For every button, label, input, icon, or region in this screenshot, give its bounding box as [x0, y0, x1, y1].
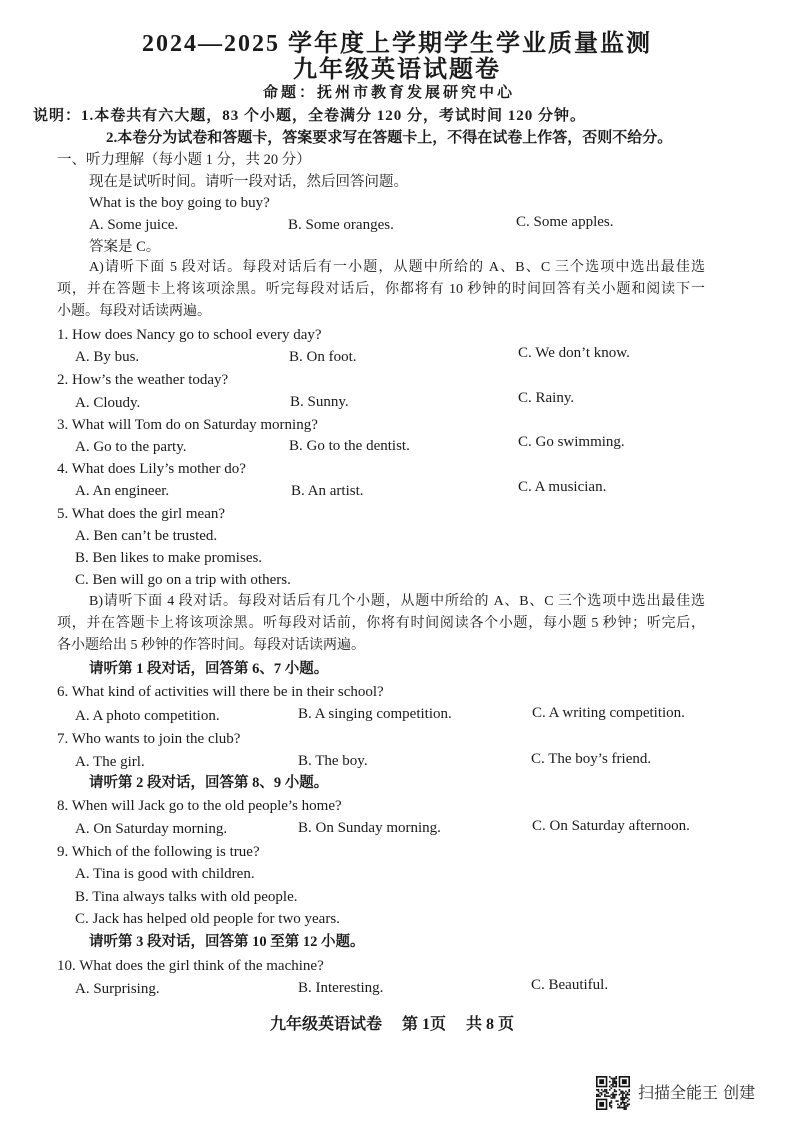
question-9-option-b: B. Tina always talks with old people. [75, 889, 298, 905]
question-2: 2. How’s the weather today? [57, 372, 229, 388]
sample-option-a: A. Some juice. [89, 217, 179, 233]
question-2-option-b: B. Sunny. [290, 394, 349, 410]
section-heading: 一、听力理解（每小题 1 分，共 20 分） [57, 152, 311, 168]
dialogue-prompt-1: 请听第 1 段对话，回答第 6、7 小题。 [89, 661, 329, 677]
question-2-option-a: A. Cloudy. [75, 395, 141, 411]
question-4: 4. What does Lily’s mother do? [57, 461, 246, 477]
page-total: 共 8 页 [466, 1016, 515, 1033]
question-1-option-b: B. On foot. [289, 349, 357, 365]
question-7-option-a: A. The girl. [75, 754, 145, 770]
question-3: 3. What will Tom do on Saturday morning? [57, 417, 318, 433]
sample-option-b: B. Some oranges. [288, 217, 394, 233]
part-b-directions-line-1: B)请听下面 4 段对话。每段对话后有几个小题，从题中所给的 A、B、C 三个选项中选出最佳选 [89, 594, 705, 609]
question-9: 9. Which of the following is true? [57, 844, 260, 860]
exam-subtitle: 九年级英语试题卷 [293, 57, 501, 83]
dialogue-prompt-3: 请听第 3 段对话，回答第 10 至第 12 小题。 [89, 934, 365, 950]
question-5-option-a: A. Ben can’t be trusted. [75, 528, 218, 544]
question-7: 7. Who wants to join the club? [57, 731, 241, 747]
page-number: 第 1页 [402, 1016, 447, 1033]
part-b-directions-line-2: 项，并在答题卡上将该项涂黑。听每段对话前，你将有时间阅读各个小题，每小题 5 秒钟；听完后， [57, 616, 705, 631]
question-10-option-a: A. Surprising. [75, 981, 160, 997]
question-8-option-a: A. On Saturday morning. [75, 821, 228, 837]
question-10-option-c: C. Beautiful. [531, 977, 609, 993]
exam-title: 2024—2025 学年度上学期学生学业质量监测 [142, 31, 652, 57]
question-5: 5. What does the girl mean? [57, 506, 226, 522]
question-6-option-c: C. A writing competition. [532, 705, 685, 721]
page-footer [270, 1015, 514, 1035]
question-5-option-b: B. Ben likes to make promises. [75, 550, 263, 566]
question-8-option-b: B. On Sunday morning. [298, 820, 441, 836]
part-a-directions-line-1: A)请听下面 5 段对话。每段对话后有一小题，从题中所给的 A、B、C 三个选项中选出最佳选 [89, 260, 705, 275]
question-3-option-a: A. Go to the party. [75, 439, 187, 455]
question-9-option-a: A. Tina is good with children. [75, 866, 255, 882]
question-9-option-c: C. Jack has helped old people for two years. [75, 911, 340, 927]
question-7-option-c: C. The boy’s friend. [531, 751, 652, 767]
part-b-directions-line-3: 各小题给出 5 秒钟的作答时间。每段对话读两遍。 [57, 638, 365, 653]
question-6: 6. What kind of activities will there be in their school? [57, 684, 384, 700]
sample-option-c: C. Some apples. [516, 214, 614, 230]
instructions-line-1: 说明：1.本卷共有六大题，83 个小题，全卷满分 120 分，考试时间 120 分钟。 [33, 108, 587, 124]
dialogue-prompt-2: 请听第 2 段对话，回答第 8、9 小题。 [89, 775, 329, 791]
sample-answer: 答案是 C。 [89, 239, 161, 255]
question-1-option-a: A. By bus. [75, 349, 140, 365]
question-5-option-c: C. Ben will go on a trip with others. [75, 572, 291, 588]
question-4-option-c: C. A musician. [518, 479, 607, 495]
question-10-option-b: B. Interesting. [298, 980, 384, 996]
sample-question: What is the boy going to buy? [89, 195, 270, 211]
question-4-option-b: B. An artist. [291, 483, 364, 499]
question-4-option-a: A. An engineer. [75, 483, 170, 499]
question-3-option-b: B. Go to the dentist. [289, 438, 410, 454]
question-8-option-c: C. On Saturday afternoon. [532, 818, 690, 834]
question-1-option-c: C. We don’t know. [518, 345, 630, 361]
qr-code-icon [596, 1076, 630, 1110]
footer-paper-name: 九年级英语试卷 [270, 1016, 383, 1033]
question-10: 10. What does the girl think of the machine? [57, 958, 324, 974]
sample-intro: 现在是试听时间。请听一段对话，然后回答问题。 [89, 174, 408, 190]
question-3-option-c: C. Go swimming. [518, 434, 625, 450]
part-a-directions-line-2: 项，并在答题卡上将该项涂黑。听完每段对话后，你都将有 10 秒钟的时间回答有关小题和阅读下一 [57, 282, 705, 297]
question-7-option-b: B. The boy. [298, 753, 368, 769]
instructions-line-2: 2.本卷分为试卷和答题卡，答案要求写在答题卡上，不得在试卷上作答，否则不给分。 [106, 130, 673, 146]
question-6-option-b: B. A singing competition. [298, 706, 452, 722]
exam-author: 命题：抚州市教育发展研究中心 [263, 85, 516, 101]
question-8: 8. When will Jack go to the old people’s home? [57, 798, 342, 814]
watermark-label: 扫描全能王 创建 [638, 1083, 756, 1102]
question-1: 1. How does Nancy go to school every day? [57, 327, 322, 343]
part-a-directions-line-3: 小题。每段对话读两遍。 [57, 304, 211, 319]
question-6-option-a: A. A photo competition. [75, 708, 220, 724]
question-2-option-c: C. Rainy. [518, 390, 575, 406]
